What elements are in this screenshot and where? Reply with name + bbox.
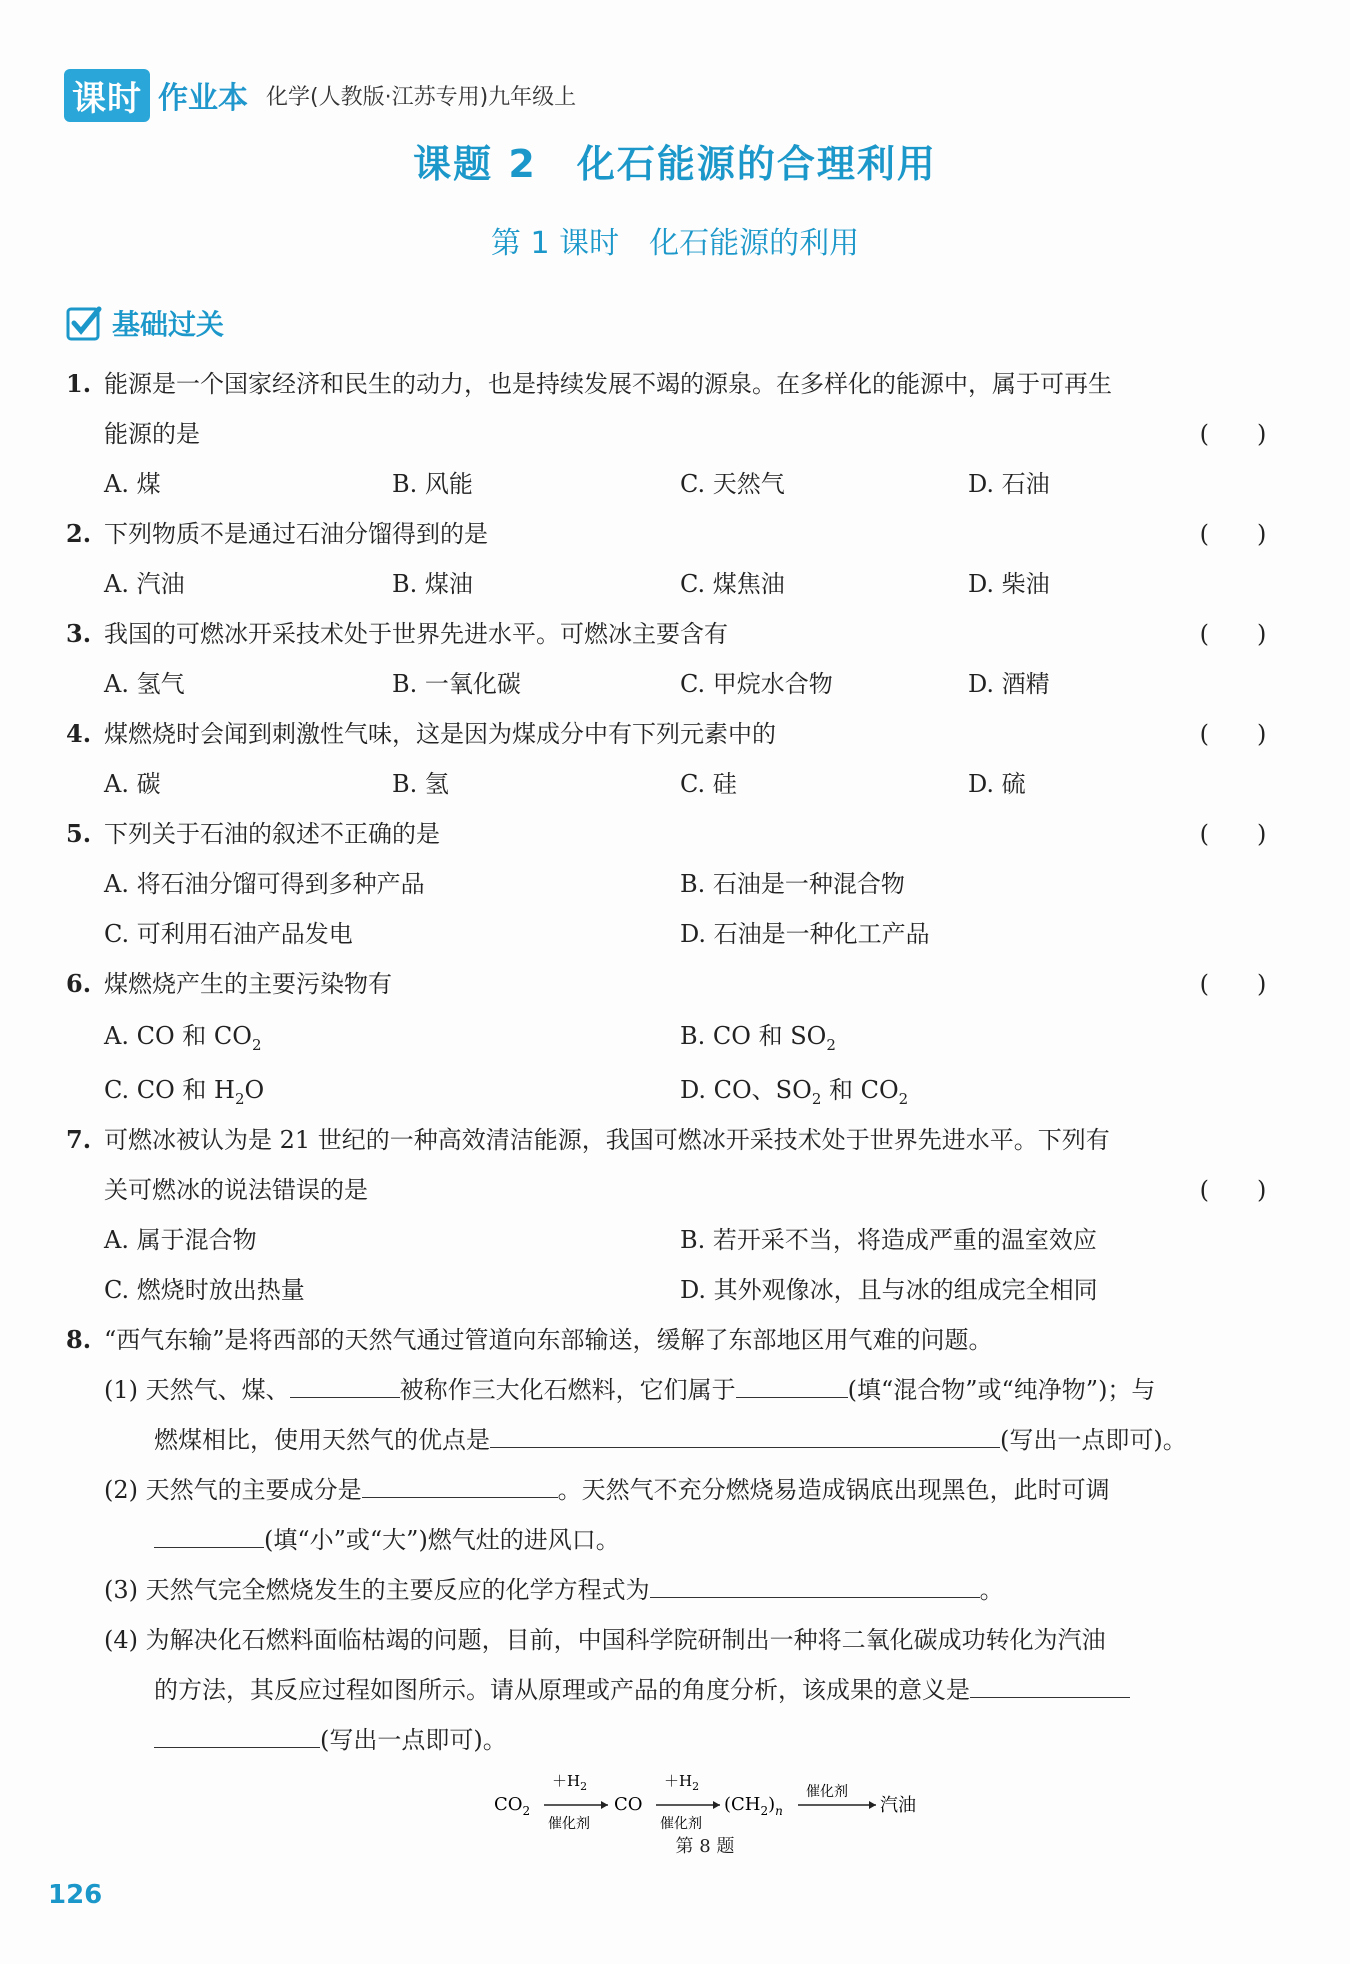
subscript: 2 [235,1089,245,1108]
answer-blank[interactable] [362,1471,558,1498]
option[interactable] [104,1070,264,1119]
answer-paren[interactable]: ( ) [1199,520,1267,548]
option[interactable]: B. 若开采不当，将造成严重的温室效应 [680,1226,1097,1254]
section-label: 基础过关 [112,308,225,341]
diagram-catalyst-2: 催化剂 [660,1816,702,1832]
question-number: 2. [66,519,92,548]
question-text: 煤燃烧时会闻到刺激性气味，这是因为煤成分中有下列元素中的 [104,720,776,748]
q8-part4-line2 [154,1670,1264,1710]
answer-paren[interactable]: ( ) [1199,720,1267,748]
question-text-2: 关可燃冰的说法错误的是 [104,1176,368,1204]
question-number: 3. [66,619,92,648]
option[interactable]: C. 燃烧时放出热量 [104,1276,305,1304]
option[interactable]: A. 氢气 [104,670,185,698]
option-text: D. CO、SO [680,1076,812,1104]
option[interactable]: B. 煤油 [392,570,473,598]
q8-text: (写出一点即可)。 [320,1726,507,1754]
q8-text: (填“小”或“大”)燃气灶的进风口。 [264,1526,620,1554]
option-text: C. CO 和 H [104,1076,235,1104]
question-6 [66,964,1266,1004]
question-2 [66,514,1266,554]
option[interactable]: D. 硫 [968,770,1026,798]
diagram-ch2n: $(CH_2)_n$ [724,1794,783,1818]
option[interactable]: B. 氢 [392,770,449,798]
option[interactable]: A. 碳 [104,770,161,798]
option[interactable] [104,1016,261,1065]
answer-paren[interactable]: ( ) [1199,970,1267,998]
option[interactable]: D. 石油是一种化工产品 [680,920,930,948]
answer-paren[interactable]: ( ) [1199,620,1267,648]
diagram-gasoline: 汽油 [880,1795,916,1816]
question-number: 7. [66,1125,92,1154]
subscript: 2 [826,1035,836,1054]
q8-text: (2) 天然气的主要成分是 [104,1476,362,1504]
q8-part2-line2 [154,1520,1264,1560]
logo [64,69,248,122]
subscript: 2 [811,1089,822,1108]
q8-text: (填“混合物”或“纯净物”)；与 [847,1376,1156,1404]
option[interactable]: C. 煤焦油 [680,570,785,598]
answer-paren[interactable]: ( ) [1199,420,1267,448]
question-text: 下列关于石油的叙述不正确的是 [104,820,440,848]
option-text: 和 CO [829,1076,899,1104]
q8-part4-line3 [154,1720,1264,1760]
section-header [66,303,224,343]
answer-paren[interactable]: ( ) [1199,820,1267,848]
option[interactable] [680,1016,836,1065]
arrow-head-icon [713,1801,720,1809]
diagram-plus-h2: $+H_2$ [552,1772,588,1793]
header [64,70,576,120]
question-text: 我国的可燃冰开采技术处于世界先进水平。可燃冰主要含有 [104,620,728,648]
option-text: O [244,1076,265,1104]
q8-text: 。天然气不充分燃烧易造成锅底出现黑色，此时可调 [557,1476,1110,1504]
question-5 [66,814,1266,854]
answer-blank[interactable] [650,1571,980,1598]
figure-caption: 第 8 题 [675,1836,735,1857]
option[interactable]: C. 硅 [680,770,737,798]
question-3 [66,614,1266,654]
option[interactable]: A. 汽油 [104,570,185,598]
option-text: B. CO 和 SO [680,1022,827,1050]
q8-text: 的方法，其反应过程如图所示。请从原理或产品的角度分析，该成果的意义是 [154,1676,970,1704]
q8-text: (1) 天然气、煤、 [104,1376,290,1404]
question-1 [66,364,1266,448]
option[interactable]: A. 将石油分馏可得到多种产品 [104,870,425,898]
answer-blank[interactable] [490,1421,1000,1448]
page-number: 126 [48,1880,103,1910]
question-number: 4. [66,719,92,748]
option[interactable]: B. 石油是一种混合物 [680,870,905,898]
diagram-co2: $CO_2$ [494,1794,531,1818]
question-number: 1. [66,369,92,398]
question-text: 煤燃烧产生的主要污染物有 [104,970,392,998]
subscript: 2 [898,1089,909,1108]
question-4 [66,714,1266,754]
diagram-plus-h2-2: $+H_2$ [664,1772,700,1793]
diagram-co: CO [614,1794,643,1815]
option[interactable]: D. 酒精 [968,670,1050,698]
option[interactable]: B. 风能 [392,470,473,498]
q8-text: 。 [979,1576,1004,1604]
question-text: 下列物质不是通过石油分馏得到的是 [104,520,488,548]
q8-part1-line1 [104,1370,1264,1410]
q8-text: (3) 天然气完全燃烧发生的主要反应的化学方程式为 [104,1576,650,1604]
option[interactable]: D. 石油 [968,470,1050,498]
q8-part1-line2 [154,1420,1264,1460]
diagram-catalyst: 催化剂 [548,1816,590,1832]
answer-blank[interactable] [154,1721,320,1748]
answer-blank[interactable] [970,1671,1130,1698]
question-number: 5. [66,819,92,848]
q8-part4-line1: (4) 为解决化石燃料面临枯竭的问题，目前，中国科学院研制出一种将二氧化碳成功转化为汽油 [104,1626,1106,1654]
q8-text: 被称作三大化石燃料，它们属于 [399,1376,736,1404]
subscript: 2 [251,1035,262,1054]
answer-blank[interactable] [154,1521,264,1548]
page-subtitle: 第 1 课时 化石能源的利用 [490,226,860,261]
question-text-2: 能源的是 [104,420,200,448]
q8-text: 燃煤相比，使用天然气的优点是 [154,1426,490,1454]
page-title: 课题 2 化石能源的合理利用 [413,142,937,186]
diagram-catalyst-3: 催化剂 [806,1784,848,1800]
option-text: A. CO 和 CO [104,1022,252,1050]
question-7 [66,1120,1266,1210]
option[interactable]: B. 一氧化碳 [392,670,521,698]
option[interactable]: D. 其外观像冰，且与冰的组成完全相同 [680,1276,1098,1304]
arrow-head-icon [869,1801,876,1809]
answer-blank[interactable] [290,1371,400,1398]
question-number: 6. [66,969,92,998]
answer-paren[interactable]: ( ) [1199,1176,1267,1204]
q8-text: (写出一点即可)。 [1000,1426,1187,1454]
option[interactable]: C. 天然气 [680,470,785,498]
arrow-head-icon [601,1801,608,1809]
logo-box: 课时 [64,69,150,122]
q8-part2-line1 [104,1470,1264,1510]
option[interactable]: C. 甲烷水合物 [680,670,833,698]
answer-blank[interactable] [736,1371,848,1398]
option[interactable]: A. 属于混合物 [104,1226,257,1254]
option[interactable]: D. 柴油 [968,570,1050,598]
logo-tail: 作业本 [158,81,248,116]
question-text: 能源是一个国家经济和民生的动力，也是持续发展不竭的源泉。在多样化的能源中，属于可再生 [104,370,1112,398]
series-title: 化学(人教版·江苏专用)九年级上 [266,84,577,110]
option[interactable]: A. 煤 [104,470,161,498]
checkbox-icon [66,305,102,341]
question-text: “西气东输”是将西部的天然气通过管道向东部输送，缓解了东部地区用气难的问题。 [104,1326,993,1354]
question-text: 可燃冰被认为是 21 世纪的一种高效清洁能源，我国可燃冰开采技术处于世界先进水平。下列有 [104,1126,1110,1154]
question-8 [66,1320,1266,1360]
question-number: 8. [66,1325,92,1354]
q8-part3 [104,1570,1264,1610]
option[interactable]: C. 可利用石油产品发电 [104,920,353,948]
option[interactable] [680,1070,908,1119]
